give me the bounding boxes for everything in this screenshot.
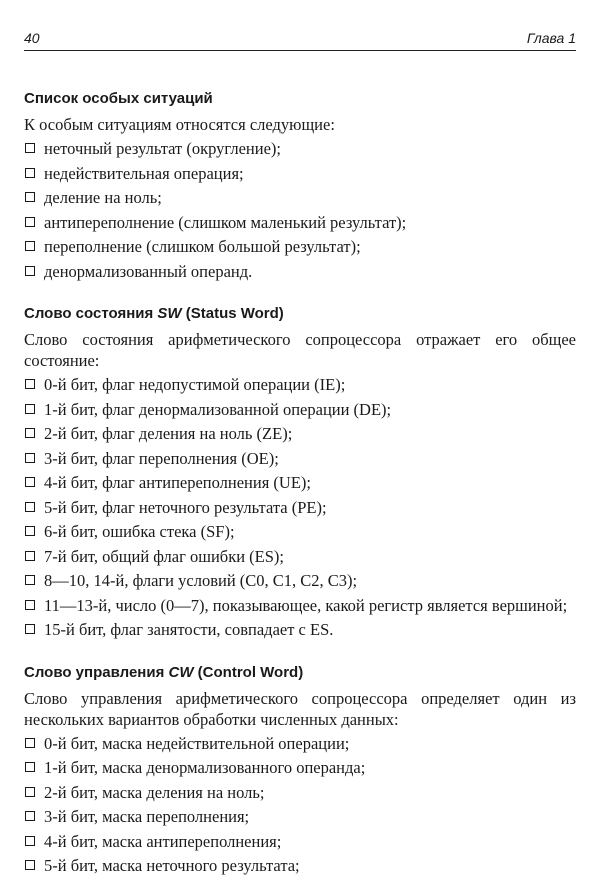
- list-item-text: недействительная операция;: [44, 163, 244, 183]
- list-item: [24, 545, 576, 570]
- list-item-text: 5-й бит, флаг неточного результата (PE);: [44, 497, 327, 517]
- checkbox-bullet-icon: [25, 738, 35, 748]
- checkbox-bullet-icon: [25, 428, 35, 438]
- section-title: [24, 663, 576, 683]
- checkbox-bullet-icon: [25, 811, 35, 821]
- list-item: [24, 732, 576, 757]
- book-page: [24, 28, 576, 879]
- list-item-text: 0-й бит, маска недействительной операции;: [44, 733, 350, 753]
- checkbox-bullet-icon: [25, 241, 35, 251]
- list-item: [24, 211, 576, 236]
- section-exceptions: [24, 89, 576, 284]
- list-item-text: денормализованный операнд.: [44, 261, 253, 281]
- list-item: [24, 520, 576, 545]
- list-item: [24, 756, 576, 781]
- section-intro: Слово управления арифметического сопроцессора определяет один из нескольких вариантов обработки численных данных:: [24, 688, 576, 729]
- list-item: [24, 830, 576, 855]
- list-item: [24, 496, 576, 521]
- checkbox-bullet-icon: [25, 143, 35, 153]
- title-prefix: Слово управления: [24, 663, 169, 681]
- page-number: 40: [24, 30, 40, 46]
- list-item-text: 2-й бит, маска деления на ноль;: [44, 782, 265, 802]
- bullet-list: [24, 373, 576, 643]
- checkbox-bullet-icon: [25, 575, 35, 585]
- list-item: [24, 618, 576, 643]
- list-item: [24, 186, 576, 211]
- list-item: [24, 569, 576, 594]
- list-item-text: 1-й бит, флаг денормализованной операции (DE);: [44, 399, 392, 419]
- list-item-text: 4-й бит, маска антипереполнения;: [44, 831, 282, 851]
- checkbox-bullet-icon: [25, 379, 35, 389]
- checkbox-bullet-icon: [25, 217, 35, 227]
- list-item-text: деление на ноль;: [44, 188, 162, 207]
- list-item: [24, 373, 576, 398]
- title-suffix: (Status Word): [181, 305, 284, 322]
- list-item-text: 15-й бит, флаг занятости, совпадает с ES.: [44, 620, 334, 639]
- list-item-text: 3-й бит, маска переполнения;: [44, 807, 250, 826]
- title-abbreviation: CW: [168, 663, 194, 681]
- checkbox-bullet-icon: [25, 600, 35, 610]
- list-item-text: 3-й бит, флаг переполнения (OE);: [44, 448, 279, 468]
- checkbox-bullet-icon: [25, 551, 35, 561]
- list-item-text: 2-й бит, флаг деления на ноль (ZE);: [44, 424, 293, 443]
- list-item-text: 4-й бит, флаг антипереполнения (UE);: [44, 473, 311, 492]
- list-item-text: 11—13-й, число (0—7), показывающее, какой регистр является вершиной;: [44, 595, 568, 615]
- list-item-text: 0-й бит, флаг недопустимой операции (IE);: [44, 375, 346, 394]
- checkbox-bullet-icon: [25, 860, 35, 870]
- checkbox-bullet-icon: [25, 477, 35, 487]
- list-item-text: неточный результат (округление);: [44, 139, 281, 158]
- title-abbreviation: SW: [157, 305, 182, 322]
- list-item: [24, 594, 576, 619]
- list-item-text: 1-й бит, маска денормализованного операнда;: [44, 758, 366, 777]
- checkbox-bullet-icon: [25, 192, 35, 202]
- list-item: [24, 162, 576, 187]
- title-prefix: Слово состояния: [24, 305, 158, 322]
- list-item: [24, 781, 576, 806]
- list-item: [24, 260, 576, 285]
- section-control-word: [24, 663, 576, 879]
- list-item-text: антипереполнение (слишком маленький результат);: [44, 212, 407, 232]
- checkbox-bullet-icon: [25, 836, 35, 846]
- list-item: [24, 805, 576, 830]
- list-item: [24, 398, 576, 423]
- bullet-list: [24, 732, 576, 879]
- checkbox-bullet-icon: [25, 526, 35, 536]
- checkbox-bullet-icon: [25, 787, 35, 797]
- checkbox-bullet-icon: [25, 266, 35, 276]
- list-item: [24, 854, 576, 879]
- checkbox-bullet-icon: [25, 624, 35, 634]
- list-item-text: 5-й бит, маска неточного результата;: [44, 856, 300, 875]
- chapter-label: Глава 1: [526, 30, 576, 46]
- section-status-word: [24, 304, 576, 643]
- list-item-text: 6-й бит, ошибка стека (SF);: [44, 522, 235, 541]
- checkbox-bullet-icon: [25, 453, 35, 463]
- list-item: [24, 422, 576, 447]
- list-item: [24, 235, 576, 260]
- checkbox-bullet-icon: [25, 762, 35, 772]
- page-header: [24, 28, 576, 51]
- list-item: [24, 471, 576, 496]
- list-item: [24, 137, 576, 162]
- section-title: [24, 304, 576, 324]
- list-item: [24, 447, 576, 472]
- section-intro: Слово состояния арифметического сопроцессора отражает его общее состояние:: [24, 330, 576, 370]
- checkbox-bullet-icon: [25, 168, 35, 178]
- section-title: Список особых ситуаций: [24, 90, 213, 107]
- checkbox-bullet-icon: [25, 404, 35, 414]
- section-intro: К особым ситуациям относятся следующие:: [24, 115, 335, 134]
- bullet-list: [24, 137, 576, 284]
- checkbox-bullet-icon: [25, 502, 35, 512]
- list-item-text: 8—10, 14-й, флаги условий (C0, C1, C2, C3);: [44, 571, 358, 590]
- title-suffix: (Control Word): [193, 663, 304, 681]
- list-item-text: 7-й бит, общий флаг ошибки (ES);: [44, 546, 284, 566]
- list-item-text: переполнение (слишком большой результат);: [44, 237, 361, 256]
